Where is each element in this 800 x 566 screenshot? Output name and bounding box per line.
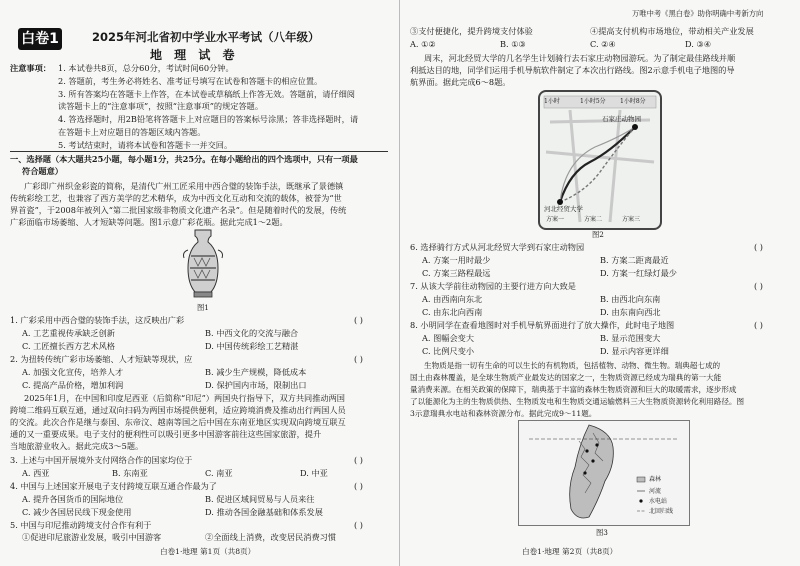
map-time-label: 1小时5分 [580, 98, 606, 105]
page-footer: 白卷1·地理 第1页（共8页） [160, 547, 256, 556]
option: ④提高支付机构市场地位，带动相关产业发展 [590, 26, 754, 36]
passage-line: 3示意瑞典水电站和森林资源分布。据此完成9～11题。 [410, 409, 597, 418]
question-7-stem: 7. 从该大学前往动物园的主要行进方向大致是 [410, 281, 576, 291]
map-time-label: 1小时 [544, 98, 560, 105]
passage-line: 国土由森林覆盖，是全球生物质产业最发达的国家之一，生物质资源已经成为瑞典的第一大能 [410, 373, 722, 382]
option: B. 由西北向东南 [600, 294, 661, 304]
figure-2-caption: 图2 [592, 230, 604, 239]
option: D. 中国传统彩绘工艺精湛 [205, 341, 299, 351]
question-3-stem: 3. 上述与中国开展境外支付网络合作的国家均位于 [10, 455, 193, 465]
passage-line: 广彩即广州织金彩瓷的简称，是清代广州工匠采用中西合璧的装饰手法，既继承了景德镇 [24, 181, 344, 191]
option: B. 中西文化的交流与融合 [205, 328, 299, 338]
question-2-stem: 2. 为扭转传统广彩市场萎缩、人才短缺等现状，应 [10, 354, 193, 364]
option: D. 保护国内市场，限制出口 [205, 380, 307, 390]
map-plan-label: 方案三 [622, 216, 641, 223]
answer-bracket: ( ) [354, 520, 363, 530]
answer-bracket: ( ) [354, 481, 363, 491]
passage-line: 量消费来源。在相关政策的保障下，瑞典基于丰富的森林生物质资源和巨大的取暖需求，逐步形成 [410, 385, 737, 394]
figure-1-vase [178, 228, 228, 300]
passage-line: 生物质是指一切有生命的可以生长的有机物质，包括植物、动物、微生物。瑞典超七成的 [424, 361, 721, 370]
option: A. ①② [410, 39, 436, 49]
option: C. ②④ [590, 39, 616, 49]
notice-item: 3. 所有答案均在答题卡上作答，在本试卷或草稿纸上作答无效。答题前，请仔细阅 [58, 89, 355, 99]
notice-item: 在答题卡上对应题目的答题区域内答题。 [58, 127, 206, 137]
legend-item: 河流 [649, 488, 662, 495]
passage-line: 利抵达目的地，同学们运用手机导航软件制定了本次出行路线。图2示意手机电子地图的导 [410, 65, 735, 75]
passage-line: 航界面。据此完成6～8题。 [410, 77, 511, 87]
section-heading: 符合题意） [22, 166, 63, 176]
exam-badge: 白卷1 [18, 28, 62, 50]
option: D. 推动各国金融基础和体系发展 [205, 507, 323, 517]
legend-item: 北回归线 [649, 508, 674, 515]
exam-title: 2025年河北省初中学业水平考试（八年级） [92, 30, 320, 44]
answer-bracket: ( ) [354, 354, 363, 364]
notice-item: 1. 本试卷共8页，总分60分，考试时间60分钟。 [58, 63, 234, 73]
legend-item: 水电站 [649, 498, 668, 505]
map-start-label: 河北经贸大学 [544, 205, 583, 213]
notice-label: 注意事项： [10, 63, 51, 73]
option: D. 由东南向西北 [600, 307, 661, 317]
map-end-label: 石家庄动物园 [602, 115, 641, 123]
page-footer: 白卷1·地理 第2页（共8页） [522, 547, 618, 556]
passage-line: 当地旅游业收入。据此完成3～5题。 [10, 441, 144, 451]
answer-bracket: ( ) [754, 281, 763, 291]
passage-line: 2025年1月，在中国和印度尼西亚（后简称“印尼”）两国央行指导下，双方共同推动两国 [24, 393, 345, 403]
figure-3-sweden-map [518, 420, 690, 526]
map-plan-label: 方案一 [546, 216, 565, 223]
option: C. 由东北向西南 [422, 307, 483, 317]
legend-item: 森林 [649, 476, 662, 483]
vase-illustration [178, 228, 228, 300]
option: A. 西亚 [22, 468, 50, 478]
option: ①促进印尼旅游业发展，吸引中国游客 [22, 532, 162, 542]
option: B. 东南亚 [112, 468, 148, 478]
option: D. 方案一红绿灯最少 [600, 268, 677, 278]
answer-bracket: ( ) [354, 455, 363, 465]
option: C. 提高产品价格，增加利润 [22, 380, 124, 390]
header-slogan: 万唯中考《黑白卷》助你明确中考新方向 [632, 9, 764, 18]
notice-item: 读答题卡上的“注意事项”，按照“注意事项”的规定答题。 [58, 101, 264, 111]
notice-item: 4. 答选择题时，用2B铅笔将答题卡上对应题目的答案标号涂黑；答非选择题时，请 [58, 114, 359, 124]
passage-line: 周末，河北经贸大学的几名学生计划骑行去石家庄动物园游玩。为了制定最佳路线并顺 [424, 53, 736, 63]
section-heading: 一、选择题（本大题共25小题，每小题1分，共25分。在每小题给出的四个选项中，只有一项最 [10, 154, 358, 164]
option: A. 加强文化宣传，培养人才 [22, 367, 124, 377]
question-8-stem: 8. 小明同学在查看地图时对手机导航界面进行了放大操作，此时电子地图 [410, 320, 675, 330]
question-1-stem: 1. 广彩采用中西合璧的装饰手法，这反映出广彩 [10, 315, 185, 325]
passage-line: 跨境二维码互联互通，通过双向扫码为两国市场提供便利，适应跨境消费及推动出行两国人员 [10, 405, 346, 415]
passage-line: 的交流。此次合作是继与泰国、东帝汶、越南等国之后中国在东南亚地区实现双向跨境互联互 [10, 417, 346, 427]
divider [10, 151, 388, 152]
question-4-stem: 4. 中国与上述国家开展电子支付跨境互联互通合作最为了 [10, 481, 217, 491]
figure-2-phone-map [538, 90, 662, 230]
right-page [400, 0, 800, 566]
notice-item: 2. 答题前，考生务必将姓名、准考证号填写在试卷和答题卡的相应位置。 [58, 76, 323, 86]
option: C. 减少各国居民线下现金使用 [22, 507, 132, 517]
map-time-label: 1小时8分 [620, 98, 646, 105]
answer-bracket: ( ) [354, 315, 363, 325]
answer-bracket: ( ) [754, 320, 763, 330]
notice-item: 5. 考试结束时，请将本试卷和答题卡一并交回。 [58, 140, 233, 150]
passage-line: 了以能源化为主的生物质供热、生物质发电和生物质交通运输燃料三大生物质资源转化利用路径。图 [410, 397, 745, 406]
option: ③支付便捷化，提升跨境支付体验 [410, 26, 533, 36]
option: B. 减少生产规模，降低成本 [205, 367, 307, 377]
option: C. 南亚 [205, 468, 233, 478]
option: C. 方案三路程最远 [422, 268, 491, 278]
option: A. 方案一用时最少 [422, 255, 491, 265]
question-6-stem: 6. 选择骑行方式从河北经贸大学到石家庄动物园 [410, 242, 585, 252]
figure-3-caption: 图3 [596, 528, 608, 537]
answer-bracket: ( ) [754, 242, 763, 252]
option: D. 中亚 [300, 468, 328, 478]
option: B. ①③ [500, 39, 526, 49]
question-5-stem: 5. 中国与印尼推动跨境支付合作有利于 [10, 520, 152, 530]
option: A. 工艺重视传承缺乏创新 [22, 328, 115, 338]
option: C. 比例尺变小 [422, 346, 475, 356]
exam-subject: 地 理 试 卷 [150, 48, 239, 62]
passage-line: 传统彩绘工艺，也兼容了西方美学的艺术精华，成为中西文化互动和交流的载体，被誉为“世 [10, 193, 342, 203]
passage-line: 广彩面临市场萎缩、人才短缺等问题。图1示意广彩花瓶。据此完成1～2题。 [10, 217, 288, 227]
option: C. 工匠擅长西方艺术风格 [22, 341, 116, 351]
option: A. 图幅会变大 [422, 333, 475, 343]
option: D. 显示内容更详细 [600, 346, 669, 356]
figure-1-caption: 图1 [197, 303, 209, 312]
option: B. 显示范围变大 [600, 333, 661, 343]
option: B. 促进区域间贸易与人员来往 [205, 494, 315, 504]
passage-line: 界首瓷”，于2008年被列入“第二批国家级非物质文化遗产名录”。但是随着时代的发展，传统 [10, 205, 347, 215]
map-plan-label: 方案二 [584, 216, 603, 223]
passage-line: 通的又一重要成果。电子支付的便利性可以吸引更多中国游客前往这些国家旅游，提升 [10, 429, 322, 439]
option: D. ③④ [685, 39, 712, 49]
option: ②全面线上消费，改变居民消费习惯 [205, 532, 337, 542]
option: B. 方案二距离最近 [600, 255, 669, 265]
option: A. 提升各国货币的国际地位 [22, 494, 124, 504]
option: A. 由西南向东北 [422, 294, 483, 304]
